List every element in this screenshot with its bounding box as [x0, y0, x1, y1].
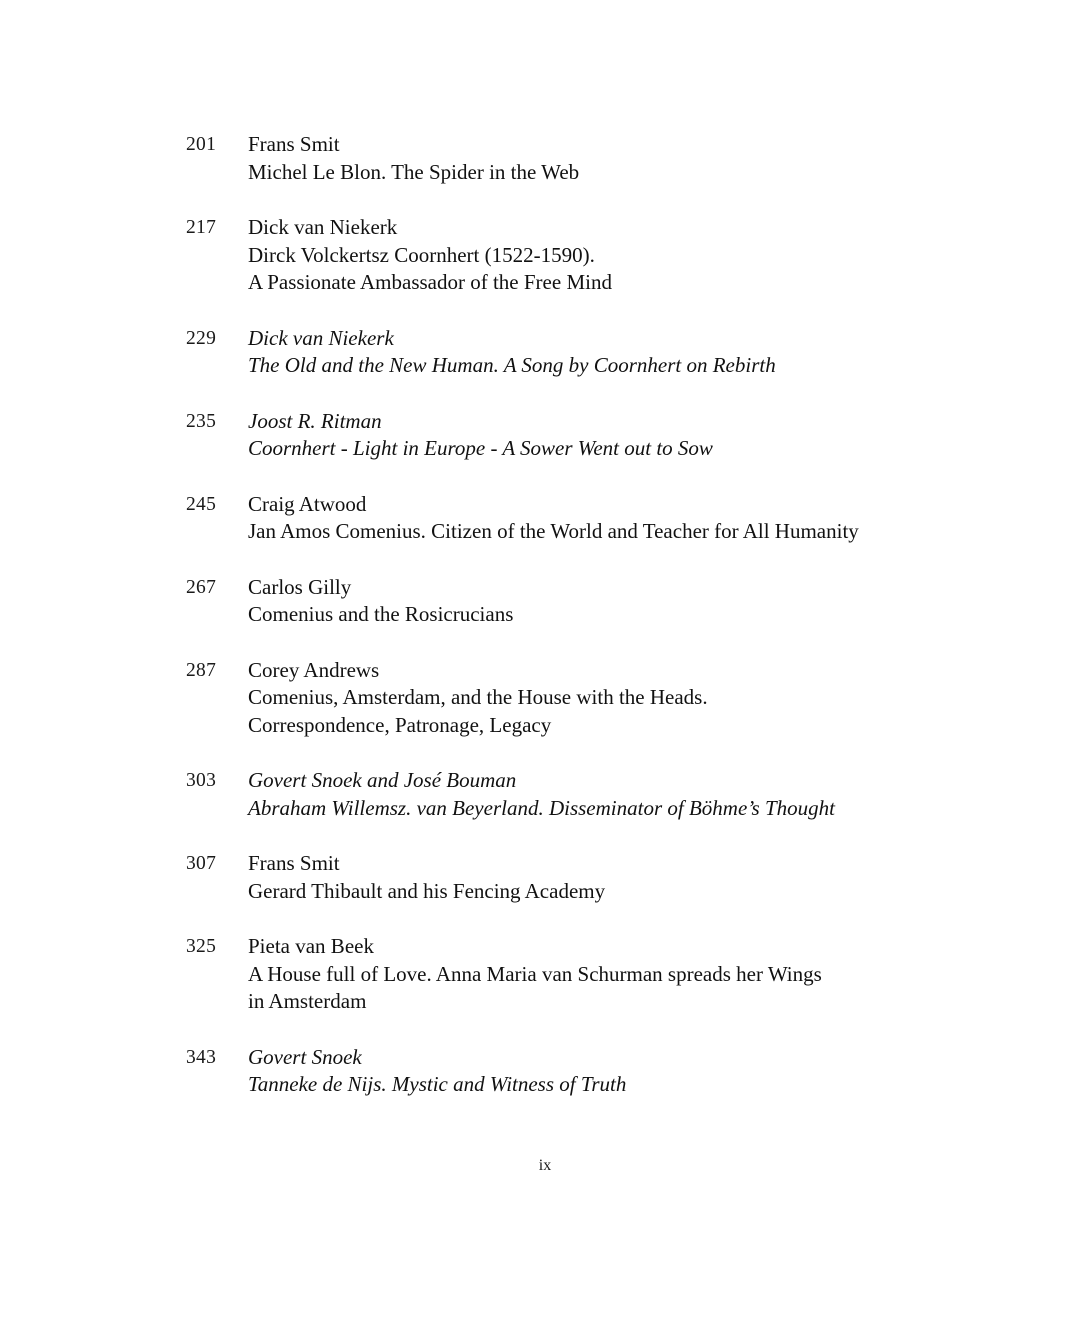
toc-entry[interactable]	[186, 574, 946, 629]
table-of-contents	[186, 131, 946, 1099]
toc-entry[interactable]	[186, 325, 946, 380]
toc-entry-body	[248, 850, 946, 905]
toc-entry-title-line: Comenius and the Rosicrucians	[248, 602, 514, 626]
toc-entry-page-number: 217	[186, 217, 217, 238]
toc-entry-title-line: Gerard Thibault and his Fencing Academy	[248, 878, 606, 903]
toc-entry-page-number: 287	[186, 659, 217, 681]
toc-entry-page-number: 235	[186, 410, 217, 432]
toc-entry[interactable]	[186, 1044, 946, 1099]
toc-entry-title-line: Tanneke de Nijs. Mystic and Witness of Truth	[248, 1072, 627, 1096]
toc-entry-body	[248, 408, 946, 463]
toc-entry-author: Carlos Gilly	[248, 574, 352, 599]
toc-entry-author: Frans Smit	[248, 132, 340, 156]
toc-entry-title-line: Dirck Volckertsz Coornhert (1522-1590).	[248, 242, 595, 267]
toc-entry-author: Dick van Niekerk	[248, 325, 394, 350]
toc-entry-author: Govert Snoek	[248, 1044, 362, 1069]
toc-entry[interactable]	[186, 767, 946, 822]
toc-entry-title-line: Coornhert - Light in Europe - A Sower Went out to Sow	[248, 436, 713, 460]
toc-entry-body	[248, 1044, 946, 1099]
toc-entry-body	[248, 767, 946, 822]
toc-entry-title-line: Jan Amos Comenius. Citizen of the World and Teacher for All Humanity	[248, 519, 859, 543]
toc-entry-author: Govert Snoek and José Bouman	[248, 768, 517, 792]
toc-entry-body	[248, 325, 946, 380]
toc-entry-page-number: 303	[186, 770, 217, 791]
toc-entry-author: Corey Andrews	[248, 657, 380, 682]
toc-entry-title-line: A House full of Love. Anna Maria van Schurman spreads her Wings	[248, 961, 822, 986]
toc-entry-title-line: The Old and the New Human. A Song by Coornhert on Rebirth	[248, 353, 776, 377]
toc-entry-body	[248, 933, 946, 1016]
toc-entry-body	[248, 657, 946, 740]
toc-entry[interactable]	[186, 131, 946, 186]
toc-entry[interactable]	[186, 491, 946, 546]
toc-entry-page-number: 267	[186, 576, 217, 598]
toc-entry-title-line: Michel Le Blon. The Spider in the Web	[248, 159, 580, 184]
toc-entry[interactable]	[186, 214, 946, 297]
toc-entry-body	[248, 574, 946, 629]
toc-entry-title-line: in Amsterdam	[248, 989, 367, 1013]
toc-entry-page-number: 201	[186, 134, 217, 155]
page-folio: ix	[538, 1157, 552, 1174]
toc-entry-author: Frans Smit	[248, 851, 340, 875]
toc-entry-body	[248, 131, 946, 186]
toc-entry[interactable]	[186, 408, 946, 463]
toc-entry-page-number: 229	[186, 327, 217, 349]
toc-entry-author: Joost R. Ritman	[248, 408, 382, 433]
toc-entry-title-line: Comenius, Amsterdam, and the House with the Heads.	[248, 685, 708, 709]
toc-entry-page-number: 245	[186, 493, 217, 515]
toc-entry-body	[248, 214, 946, 297]
toc-entry-body	[248, 491, 946, 546]
toc-entry[interactable]	[186, 850, 946, 905]
toc-entry-author: Dick van Niekerk	[248, 215, 398, 239]
toc-entry-page-number: 343	[186, 1046, 217, 1068]
toc-entry-author: Pieta van Beek	[248, 934, 374, 958]
toc-entry-page-number: 325	[186, 936, 217, 957]
toc-entry-title-line: A Passionate Ambassador of the Free Mind	[248, 270, 612, 294]
toc-entry-page-number: 307	[186, 853, 217, 874]
toc-entry[interactable]	[186, 933, 946, 1016]
toc-entry-title-line: Correspondence, Patronage, Legacy	[248, 712, 552, 737]
toc-entry-title-line: Abraham Willemsz. van Beyerland. Disseminator of Böhme’s Thought	[248, 795, 835, 820]
toc-entry[interactable]	[186, 657, 946, 740]
toc-entry-author: Craig Atwood	[248, 491, 367, 516]
